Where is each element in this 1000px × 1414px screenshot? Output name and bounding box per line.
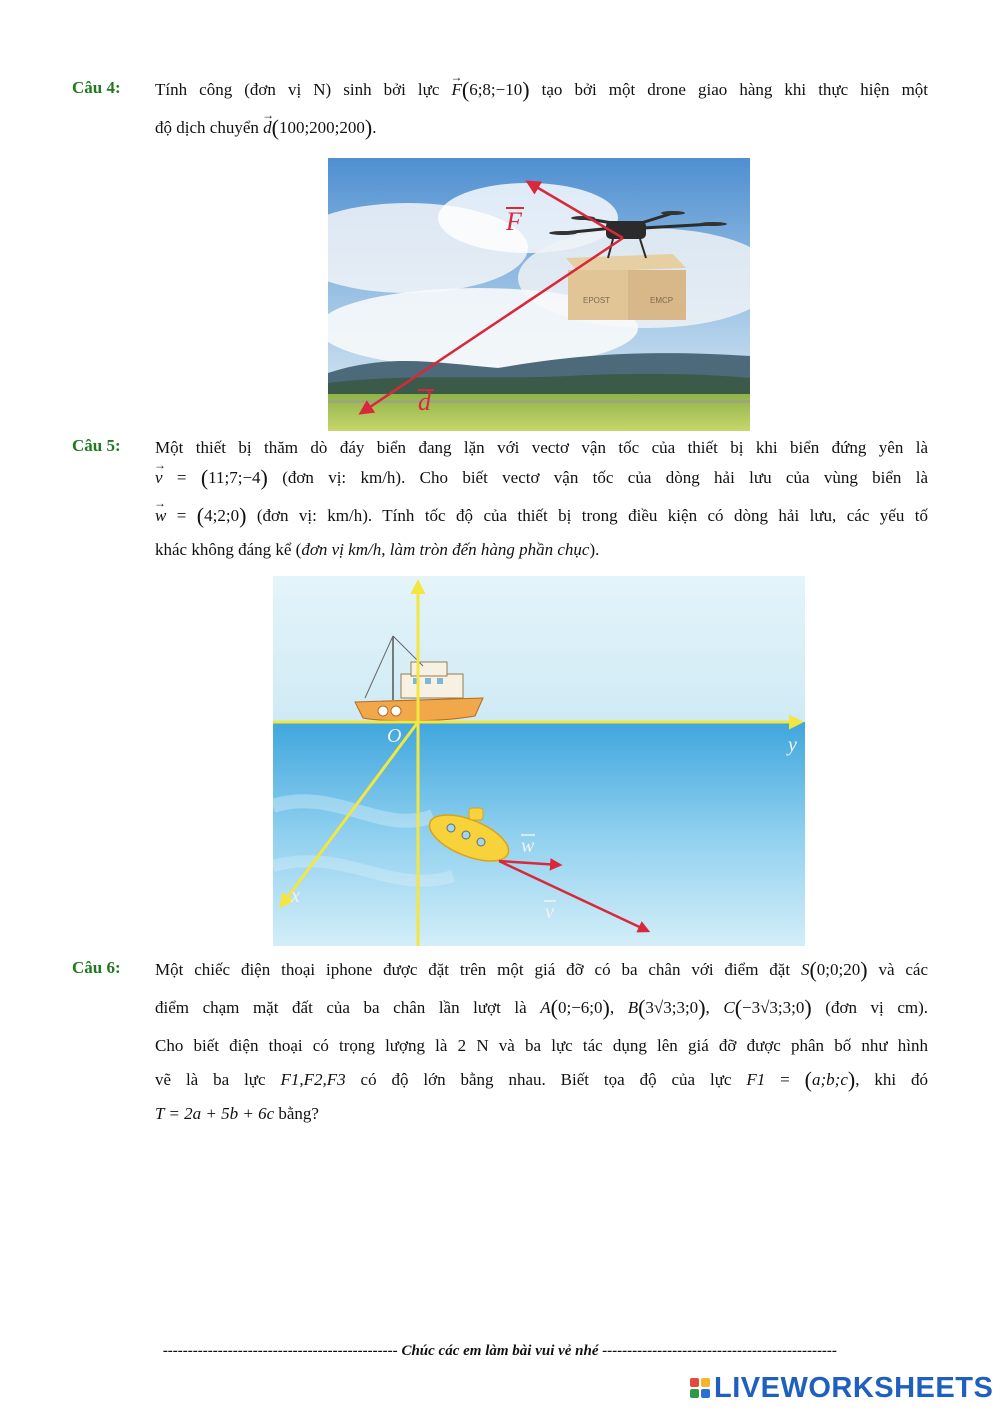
question-6-label: Câu 6: xyxy=(72,958,121,977)
vector-v: → v xyxy=(155,466,163,490)
question-6-line-3: Cho biết điện thoại có trọng lượng là 2 N và ba lực tác dụng lên giá đỡ được phân bố như hình xyxy=(155,1036,929,1055)
box-label-left: EPOST xyxy=(583,296,611,305)
question-5-label: Câu 5: xyxy=(72,436,121,455)
w-label: w xyxy=(521,835,535,857)
drone-figure xyxy=(328,158,750,431)
question-5-line-2: → v = (11;7;−4) (đơn vị: km/h). Cho biết vectơ vận tốc của dòng hải lưu của vùng biển là xyxy=(155,466,928,490)
question-6-line-4: vẽ là ba lực F1,F2,F3 có độ lớn bằng nhau. Biết tọa độ của lực F1 = (a;b;c), khi đó xyxy=(155,1067,928,1092)
x-axis-label: x xyxy=(291,885,300,907)
box-label-right: EMCP xyxy=(650,296,674,305)
question-4-label: Câu 4: xyxy=(72,78,121,97)
question-5-line-4: khác không đáng kể (đơn vị km/h, làm tròn đến hàng phần chục). xyxy=(155,540,600,559)
footer-message: ----------------------------------------------- Chúc các em làm bài vui vẻ nhé ----------------------------------------------- xyxy=(162,1343,838,1359)
question-4-line-1: Tính công (đơn vị N) sinh bởi lực → F(6;8;−10) tạo bởi một drone giao hàng khi thực hiện một xyxy=(155,78,928,102)
submarine-illustration xyxy=(273,576,805,946)
question-5-line-3: → w = (4;2;0) (đơn vị: km/h). Tính tốc độ của thiết bị trong điều kiện có dòng hải lưu, các yếu tố xyxy=(155,504,928,528)
vector-d: → d xyxy=(263,116,272,140)
forces-list: F1,F2,F3 xyxy=(280,1070,346,1089)
question-6-line-5: T = 2a + 5b + 6c bằng? xyxy=(155,1104,319,1123)
displacement-label: d xyxy=(418,387,431,416)
drone-illustration xyxy=(328,158,750,431)
force-label: F xyxy=(506,207,522,236)
liveworksheets-logo-icon xyxy=(690,1378,710,1398)
vector-w: → w xyxy=(155,504,166,528)
y-axis-label: y xyxy=(788,734,797,756)
origin-label: O xyxy=(387,725,402,747)
liveworksheets-logo[interactable] xyxy=(690,1372,993,1404)
question-4-line-2: độ dịch chuyển → d(100;200;200). xyxy=(155,116,928,140)
submarine-figure xyxy=(273,576,805,946)
question-5-line-1: Một thiết bị thăm dò đáy biển đang lặn với vectơ vận tốc của thiết bị khi biển đứng yên là xyxy=(155,438,928,457)
vector-F: → F xyxy=(451,78,461,102)
question-6-line-1: Một chiếc điện thoại iphone được đặt trên một giá đỡ có ba chân với điểm đặt S(0;0;20) và các xyxy=(155,957,929,982)
question-6-line-2: điểm chạm mặt đất của ba chân lần lượt là A(0;−6;0), B(3√3;3;0), C(−3√3;3;0) (đơn vị cm). xyxy=(155,995,929,1020)
v-label: v xyxy=(545,901,554,923)
logo-text: LIVEWORKSHEETS xyxy=(714,1371,994,1404)
